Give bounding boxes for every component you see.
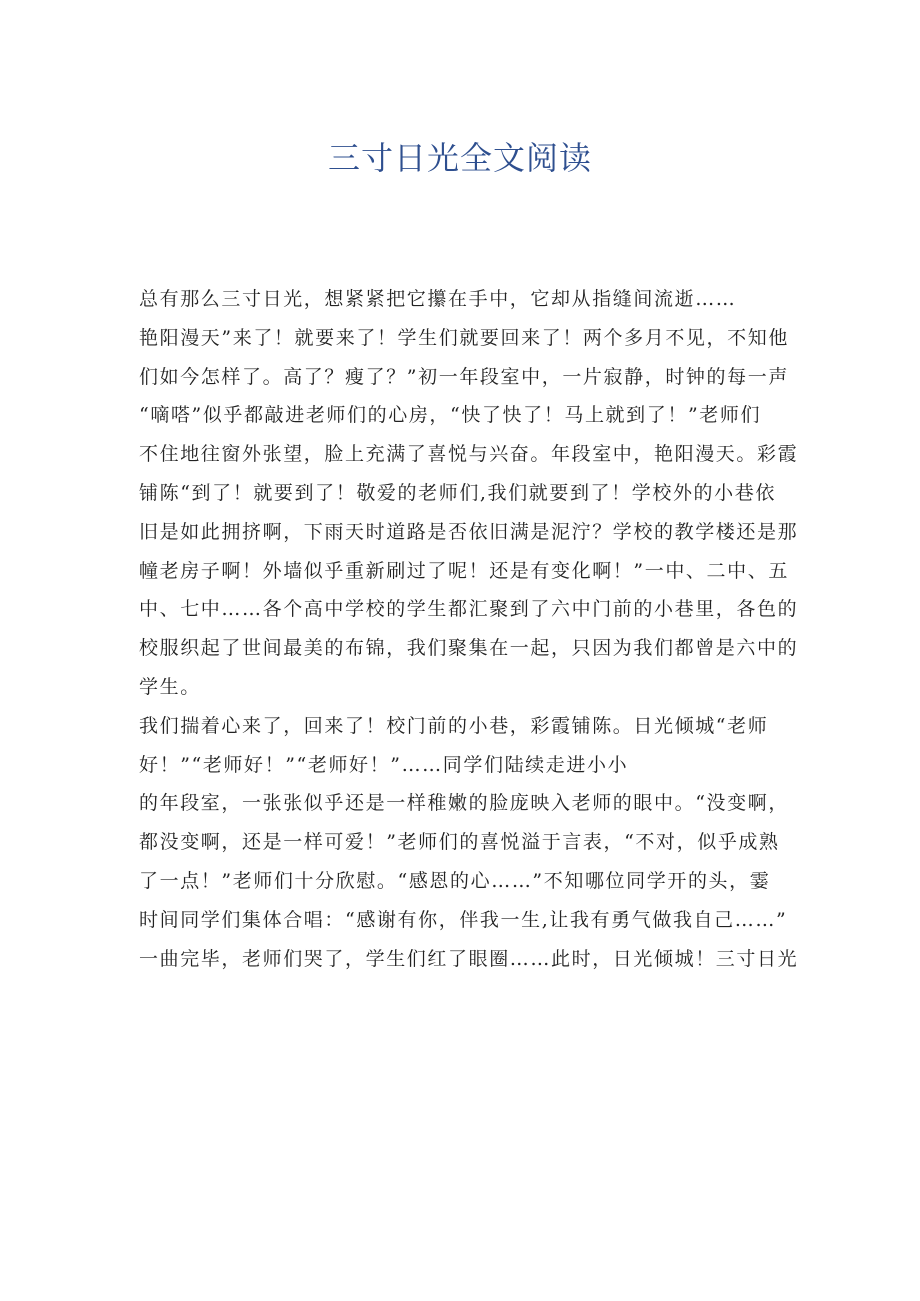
text-line: 中、七中……各个高中学校的学生都汇聚到了六中门前的小巷里，各色的 bbox=[139, 598, 799, 621]
page-title: 三寸日光全文阅读 bbox=[327, 139, 592, 177]
text-line: 学生。 bbox=[139, 675, 201, 698]
text-line: 旧是如此拥挤啊，下雨天时道路是否依旧满是泥泞？学校的教学楼还是那 bbox=[139, 520, 799, 543]
text-line: 一曲完毕，老师们哭了，学生们红了眼圈……此时，日光倾城！三寸日光 bbox=[139, 947, 799, 970]
text-line: 的年段室，一张张似乎还是一样稚嫩的脸庞映入老师的眼中。“没变啊， bbox=[139, 792, 789, 815]
text-line: “嘀嗒”似乎都敲进老师们的心房，“快了快了！马上就到了！”老师们 bbox=[139, 404, 762, 427]
text-line: 时间同学们集体合唱：“感谢有你，伴我一生,让我有勇气做我自己……” bbox=[139, 908, 788, 931]
text-line: 校服织起了世间最美的布锦，我们聚集在一起，只因为我们都曾是六中的 bbox=[139, 637, 799, 660]
text-line: 不住地往窗外张望，脸上充满了喜悦与兴奋。年段室中，艳阳漫天。彩霞 bbox=[139, 443, 799, 466]
text-line: 幢老房子啊！外墙似乎重新刷过了呢！还是有变化啊！”一中、二中、五 bbox=[139, 559, 789, 582]
text-line: 了一点！”老师们十分欣慰。“感恩的心……”不知哪位同学开的头，霎 bbox=[139, 869, 771, 892]
text-line: 我们揣着心来了，回来了！校门前的小巷，彩霞铺陈。日光倾城“老师 bbox=[139, 714, 769, 737]
text-line: 们如今怎样了。高了？瘦了？”初一年段室中，一片寂静，时钟的每一声 bbox=[139, 365, 789, 388]
text-line: 好！”“老师好！”“老师好！”……同学们陆续走进小小 bbox=[139, 753, 629, 776]
text-line: 铺陈“到了！就要到了！敬爱的老师们,我们就要到了！学校外的小巷依 bbox=[139, 481, 776, 504]
text-line: 都没变啊，还是一样可爱！”老师们的喜悦溢于言表，“不对，似乎成熟 bbox=[139, 831, 780, 854]
article-body bbox=[139, 280, 819, 978]
text-line: 总有那么三寸日光，想紧紧把它攥在手中，它却从指缝间流逝…… bbox=[139, 288, 737, 310]
text-line: 艳阳漫天”来了！就要来了！学生们就要回来了！两个多月不见，不知他 bbox=[139, 326, 789, 349]
